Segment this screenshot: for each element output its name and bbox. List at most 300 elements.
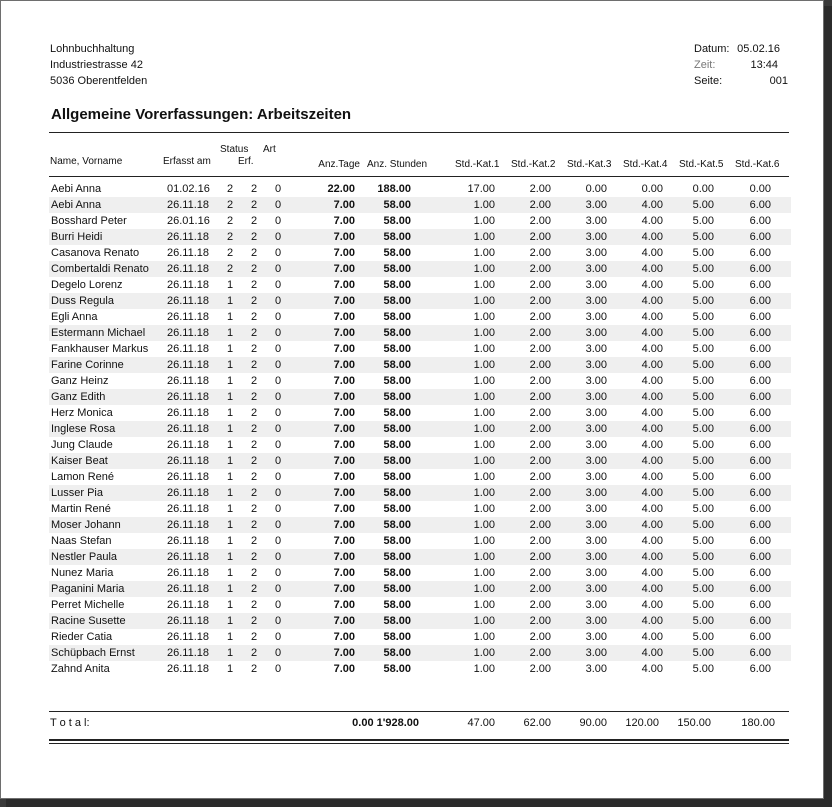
cell-name: Kaiser Beat (51, 455, 108, 467)
cell-erf: 2 (251, 471, 258, 483)
cell-kat5: 5.00 (692, 519, 714, 531)
cell-kat3: 3.00 (585, 567, 607, 579)
cell-kat4: 4.00 (641, 247, 663, 259)
cell-name: Lusser Pia (51, 487, 103, 499)
cell-stunden: 58.00 (383, 407, 411, 419)
cell-status: 1 (227, 327, 234, 339)
cell-stunden: 58.00 (383, 263, 411, 275)
cell-kat2: 2.00 (529, 279, 551, 291)
table-row (49, 469, 791, 485)
cell-tage: 7.00 (333, 311, 355, 323)
page-shadow-bottom (6, 799, 832, 807)
cell-name: Fankhauser Markus (51, 343, 149, 355)
cell-art: 0 (275, 599, 282, 611)
cell-art: 0 (275, 311, 282, 323)
cell-kat2: 2.00 (529, 423, 551, 435)
cell-status: 1 (227, 519, 234, 531)
cell-kat2: 2.00 (529, 375, 551, 387)
cell-erfasst: 26.11.18 (167, 359, 210, 371)
cell-kat3: 3.00 (585, 247, 607, 259)
header-kat2: Std.-Kat.2 (511, 159, 556, 170)
cell-kat5: 5.00 (692, 615, 714, 627)
cell-name: Rieder Catia (51, 631, 113, 643)
cell-art: 0 (275, 503, 282, 515)
table-row (49, 437, 791, 453)
cell-status: 2 (227, 215, 234, 227)
cell-kat6: 6.00 (749, 343, 771, 355)
cell-kat1: 1.00 (473, 551, 495, 563)
cell-kat4: 4.00 (641, 407, 663, 419)
cell-stunden: 58.00 (383, 199, 411, 211)
cell-kat3: 3.00 (585, 359, 607, 371)
cell-kat5: 5.00 (692, 631, 714, 643)
cell-kat3: 3.00 (585, 279, 607, 291)
cell-erfasst: 26.11.18 (167, 439, 210, 451)
cell-art: 0 (275, 343, 282, 355)
cell-erfasst: 26.11.18 (167, 295, 210, 307)
cell-kat2: 2.00 (529, 599, 551, 611)
cell-art: 0 (275, 391, 282, 403)
cell-kat3: 3.00 (585, 551, 607, 563)
cell-name: Nestler Paula (51, 551, 118, 563)
table-row (49, 501, 791, 517)
cell-stunden: 58.00 (383, 423, 411, 435)
cell-kat4: 4.00 (641, 439, 663, 451)
cell-erf: 2 (251, 311, 258, 323)
cell-kat1: 1.00 (473, 471, 495, 483)
cell-kat2: 2.00 (529, 583, 551, 595)
data-rows (49, 181, 791, 677)
cell-kat2: 2.00 (529, 455, 551, 467)
cell-kat6: 0.00 (749, 183, 771, 195)
table-row (49, 245, 791, 261)
cell-tage: 7.00 (333, 199, 355, 211)
total-double-rule-1 (49, 739, 789, 741)
cell-kat1: 1.00 (473, 311, 495, 323)
cell-name: Estermann Michael (51, 327, 146, 339)
header-name: Name, Vorname (50, 156, 123, 167)
table-row (49, 549, 791, 565)
cell-kat4: 4.00 (641, 519, 663, 531)
cell-kat6: 6.00 (749, 311, 771, 323)
total-kat5: 150.00 (677, 717, 711, 729)
page-value: 001 (769, 75, 788, 87)
cell-status: 1 (227, 407, 234, 419)
cell-tage: 7.00 (333, 503, 355, 515)
cell-erf: 2 (251, 327, 258, 339)
cell-kat6: 6.00 (749, 583, 771, 595)
cell-erfasst: 26.01.16 (167, 215, 210, 227)
cell-kat5: 5.00 (692, 391, 714, 403)
cell-kat1: 1.00 (473, 503, 495, 515)
cell-art: 0 (275, 215, 282, 227)
cell-kat2: 2.00 (529, 199, 551, 211)
cell-kat2: 2.00 (529, 327, 551, 339)
cell-kat6: 6.00 (749, 487, 771, 499)
cell-kat6: 6.00 (749, 455, 771, 467)
cell-kat6: 6.00 (749, 471, 771, 483)
header-stunden: Anz. Stunden (367, 159, 428, 170)
cell-kat3: 3.00 (585, 215, 607, 227)
cell-erfasst: 01.02.16 (167, 183, 210, 195)
cell-erfasst: 26.11.18 (167, 231, 210, 243)
cell-kat1: 1.00 (473, 535, 495, 547)
cell-kat4: 4.00 (641, 295, 663, 307)
header-top-rule (49, 132, 789, 133)
cell-erf: 2 (251, 615, 258, 627)
cell-stunden: 58.00 (383, 375, 411, 387)
cell-stunden: 58.00 (383, 295, 411, 307)
cell-tage: 7.00 (333, 423, 355, 435)
cell-stunden: 58.00 (383, 343, 411, 355)
cell-erfasst: 26.11.18 (167, 279, 210, 291)
cell-kat2: 2.00 (529, 503, 551, 515)
cell-erfasst: 26.11.18 (167, 455, 210, 467)
cell-erfasst: 26.11.18 (167, 327, 210, 339)
table-row (49, 597, 791, 613)
cell-stunden: 58.00 (383, 615, 411, 627)
cell-tage: 22.00 (327, 183, 355, 195)
company-name: Lohnbuchhaltung (50, 43, 135, 55)
cell-kat4: 4.00 (641, 215, 663, 227)
date-label: Datum: (694, 43, 730, 55)
cell-status: 2 (227, 263, 234, 275)
cell-status: 1 (227, 503, 234, 515)
cell-kat3: 3.00 (585, 423, 607, 435)
cell-kat6: 6.00 (749, 519, 771, 531)
cell-kat5: 5.00 (692, 199, 714, 211)
cell-kat4: 4.00 (641, 647, 663, 659)
cell-erf: 2 (251, 375, 258, 387)
cell-stunden: 58.00 (383, 583, 411, 595)
header-kat4: Std.-Kat.4 (623, 159, 668, 170)
header-status: Status (220, 144, 249, 155)
cell-erf: 2 (251, 407, 258, 419)
cell-status: 1 (227, 343, 234, 355)
cell-kat5: 5.00 (692, 567, 714, 579)
cell-name: Ganz Heinz (51, 375, 109, 387)
cell-kat4: 4.00 (641, 359, 663, 371)
cell-kat3: 3.00 (585, 471, 607, 483)
cell-kat4: 4.00 (641, 535, 663, 547)
cell-kat1: 1.00 (473, 215, 495, 227)
cell-kat4: 4.00 (641, 615, 663, 627)
cell-name: Casanova Renato (51, 247, 140, 259)
cell-erf: 2 (251, 279, 258, 291)
cell-erfasst: 26.11.18 (167, 247, 210, 259)
cell-kat4: 4.00 (641, 455, 663, 467)
cell-stunden: 58.00 (383, 487, 411, 499)
total-kat2: 62.00 (523, 717, 551, 729)
cell-status: 1 (227, 551, 234, 563)
cell-kat5: 5.00 (692, 599, 714, 611)
cell-art: 0 (275, 615, 282, 627)
cell-kat2: 2.00 (529, 615, 551, 627)
table-row (49, 533, 791, 549)
cell-kat6: 6.00 (749, 327, 771, 339)
cell-art: 0 (275, 439, 282, 451)
cell-erf: 2 (251, 247, 258, 259)
cell-kat1: 1.00 (473, 647, 495, 659)
cell-kat1: 1.00 (473, 439, 495, 451)
cell-status: 2 (227, 247, 234, 259)
cell-kat2: 2.00 (529, 311, 551, 323)
cell-kat2: 2.00 (529, 183, 551, 195)
cell-erfasst: 26.11.18 (167, 535, 210, 547)
cell-kat5: 5.00 (692, 583, 714, 595)
cell-name: Burri Heidi (51, 231, 103, 243)
cell-name: Farine Corinne (51, 359, 124, 371)
cell-erf: 2 (251, 647, 258, 659)
cell-tage: 7.00 (333, 487, 355, 499)
cell-erf: 2 (251, 535, 258, 547)
cell-tage: 7.00 (333, 647, 355, 659)
cell-kat3: 3.00 (585, 615, 607, 627)
cell-status: 1 (227, 311, 234, 323)
cell-stunden: 188.00 (377, 183, 411, 195)
cell-kat1: 1.00 (473, 391, 495, 403)
cell-stunden: 58.00 (383, 519, 411, 531)
cell-erf: 2 (251, 263, 258, 275)
cell-name: Paganini Maria (51, 583, 125, 595)
table-row (49, 229, 791, 245)
cell-stunden: 58.00 (383, 311, 411, 323)
cell-kat6: 6.00 (749, 279, 771, 291)
cell-kat6: 6.00 (749, 663, 771, 675)
cell-kat3: 3.00 (585, 391, 607, 403)
cell-kat3: 3.00 (585, 375, 607, 387)
cell-status: 1 (227, 279, 234, 291)
cell-kat1: 1.00 (473, 519, 495, 531)
cell-stunden: 58.00 (383, 391, 411, 403)
cell-kat1: 1.00 (473, 583, 495, 595)
page-shadow-right (824, 6, 832, 807)
time-value: 13:44 (750, 59, 778, 71)
header-art: Art (263, 144, 276, 155)
cell-kat5: 5.00 (692, 551, 714, 563)
cell-erf: 2 (251, 343, 258, 355)
cell-kat4: 4.00 (641, 503, 663, 515)
cell-erf: 2 (251, 519, 258, 531)
cell-tage: 7.00 (333, 391, 355, 403)
cell-stunden: 58.00 (383, 503, 411, 515)
cell-erf: 2 (251, 663, 258, 675)
cell-stunden: 58.00 (383, 599, 411, 611)
cell-art: 0 (275, 247, 282, 259)
cell-art: 0 (275, 183, 282, 195)
cell-kat2: 2.00 (529, 567, 551, 579)
cell-kat3: 3.00 (585, 663, 607, 675)
table-row (49, 213, 791, 229)
table-row (49, 325, 791, 341)
cell-kat1: 1.00 (473, 295, 495, 307)
cell-kat5: 5.00 (692, 279, 714, 291)
cell-kat6: 6.00 (749, 647, 771, 659)
cell-kat3: 3.00 (585, 311, 607, 323)
table-row (49, 581, 791, 597)
cell-kat2: 2.00 (529, 535, 551, 547)
cell-kat1: 1.00 (473, 199, 495, 211)
cell-kat3: 3.00 (585, 519, 607, 531)
cell-kat6: 6.00 (749, 215, 771, 227)
table-row (49, 373, 791, 389)
cell-tage: 7.00 (333, 359, 355, 371)
cell-kat6: 6.00 (749, 391, 771, 403)
cell-erfasst: 26.11.18 (167, 487, 210, 499)
cell-kat4: 4.00 (641, 551, 663, 563)
cell-tage: 7.00 (333, 407, 355, 419)
cell-kat6: 6.00 (749, 231, 771, 243)
cell-erf: 2 (251, 583, 258, 595)
total-tage-stunden: 0.00 1'928.00 (352, 717, 419, 729)
cell-kat5: 0.00 (692, 183, 714, 195)
cell-art: 0 (275, 535, 282, 547)
cell-erf: 2 (251, 631, 258, 643)
cell-stunden: 58.00 (383, 215, 411, 227)
cell-status: 1 (227, 663, 234, 675)
cell-name: Lamon René (51, 471, 114, 483)
cell-status: 1 (227, 455, 234, 467)
cell-status: 1 (227, 375, 234, 387)
cell-tage: 7.00 (333, 583, 355, 595)
cell-tage: 7.00 (333, 215, 355, 227)
cell-status: 1 (227, 471, 234, 483)
cell-kat2: 2.00 (529, 471, 551, 483)
cell-status: 1 (227, 295, 234, 307)
cell-tage: 7.00 (333, 279, 355, 291)
cell-name: Inglese Rosa (51, 423, 116, 435)
cell-kat5: 5.00 (692, 247, 714, 259)
cell-art: 0 (275, 455, 282, 467)
cell-art: 0 (275, 487, 282, 499)
cell-status: 1 (227, 631, 234, 643)
cell-tage: 7.00 (333, 615, 355, 627)
cell-name: Jung Claude (51, 439, 113, 451)
cell-art: 0 (275, 263, 282, 275)
cell-kat3: 3.00 (585, 343, 607, 355)
table-row (49, 341, 791, 357)
cell-art: 0 (275, 583, 282, 595)
cell-erf: 2 (251, 423, 258, 435)
cell-kat3: 3.00 (585, 503, 607, 515)
cell-kat2: 2.00 (529, 407, 551, 419)
cell-name: Naas Stefan (51, 535, 112, 547)
cell-status: 1 (227, 487, 234, 499)
table-row (49, 197, 791, 213)
cell-stunden: 58.00 (383, 231, 411, 243)
cell-kat5: 5.00 (692, 407, 714, 419)
cell-art: 0 (275, 359, 282, 371)
table-row (49, 661, 791, 677)
cell-erf: 2 (251, 551, 258, 563)
cell-status: 2 (227, 199, 234, 211)
cell-kat2: 2.00 (529, 631, 551, 643)
cell-kat3: 3.00 (585, 263, 607, 275)
cell-erfasst: 26.11.18 (167, 471, 210, 483)
cell-kat5: 5.00 (692, 663, 714, 675)
cell-kat2: 2.00 (529, 487, 551, 499)
cell-erfasst: 26.11.18 (167, 567, 210, 579)
cell-kat2: 2.00 (529, 215, 551, 227)
total-label: T o t a l: (50, 717, 90, 729)
cell-erfasst: 26.11.18 (167, 599, 210, 611)
cell-name: Egli Anna (51, 311, 98, 323)
cell-erfasst: 26.11.18 (167, 631, 210, 643)
cell-art: 0 (275, 471, 282, 483)
cell-status: 1 (227, 615, 234, 627)
cell-tage: 7.00 (333, 455, 355, 467)
cell-kat4: 4.00 (641, 311, 663, 323)
cell-kat6: 6.00 (749, 503, 771, 515)
report-title: Allgemeine Vorerfassungen: Arbeitszeiten (51, 106, 352, 123)
header-erf: Erf. (238, 156, 254, 167)
header-kat3: Std.-Kat.3 (567, 159, 612, 170)
header-kat6: Std.-Kat.6 (735, 159, 780, 170)
cell-erf: 2 (251, 455, 258, 467)
cell-kat5: 5.00 (692, 263, 714, 275)
cell-name: Aebi Anna (51, 183, 102, 195)
table-row (49, 309, 791, 325)
cell-name: Nunez Maria (51, 567, 114, 579)
cell-stunden: 58.00 (383, 359, 411, 371)
cell-kat2: 2.00 (529, 663, 551, 675)
cell-erfasst: 26.11.18 (167, 391, 210, 403)
header-erfasst: Erfasst am (163, 156, 211, 167)
cell-kat3: 3.00 (585, 631, 607, 643)
cell-kat2: 2.00 (529, 519, 551, 531)
cell-status: 2 (227, 231, 234, 243)
cell-kat6: 6.00 (749, 423, 771, 435)
cell-kat1: 1.00 (473, 407, 495, 419)
cell-stunden: 58.00 (383, 647, 411, 659)
cell-erfasst: 26.11.18 (167, 647, 210, 659)
time-label: Zeit: (694, 59, 716, 71)
cell-kat6: 6.00 (749, 375, 771, 387)
table-row (49, 517, 791, 533)
cell-kat4: 4.00 (641, 343, 663, 355)
cell-stunden: 58.00 (383, 247, 411, 259)
header-bottom-rule (49, 176, 789, 177)
cell-kat6: 6.00 (749, 567, 771, 579)
table-row (49, 261, 791, 277)
cell-tage: 7.00 (333, 375, 355, 387)
cell-erf: 2 (251, 215, 258, 227)
cell-art: 0 (275, 327, 282, 339)
cell-erfasst: 26.11.18 (167, 263, 210, 275)
table-row (49, 453, 791, 469)
cell-tage: 7.00 (333, 231, 355, 243)
cell-kat6: 6.00 (749, 247, 771, 259)
cell-kat1: 1.00 (473, 567, 495, 579)
company-city: 5036 Oberentfelden (50, 75, 148, 87)
cell-stunden: 58.00 (383, 551, 411, 563)
cell-art: 0 (275, 375, 282, 387)
table-row (49, 629, 791, 645)
cell-erf: 2 (251, 391, 258, 403)
cell-name: Zahnd Anita (51, 663, 110, 675)
cell-kat1: 1.00 (473, 279, 495, 291)
cell-tage: 7.00 (333, 599, 355, 611)
cell-erfasst: 26.11.18 (167, 615, 210, 627)
cell-status: 1 (227, 439, 234, 451)
cell-name: Herz Monica (51, 407, 113, 419)
table-row (49, 421, 791, 437)
total-kat3: 90.00 (579, 717, 607, 729)
cell-erfasst: 26.11.18 (167, 311, 210, 323)
cell-kat2: 2.00 (529, 295, 551, 307)
cell-kat3: 3.00 (585, 231, 607, 243)
cell-erf: 2 (251, 487, 258, 499)
